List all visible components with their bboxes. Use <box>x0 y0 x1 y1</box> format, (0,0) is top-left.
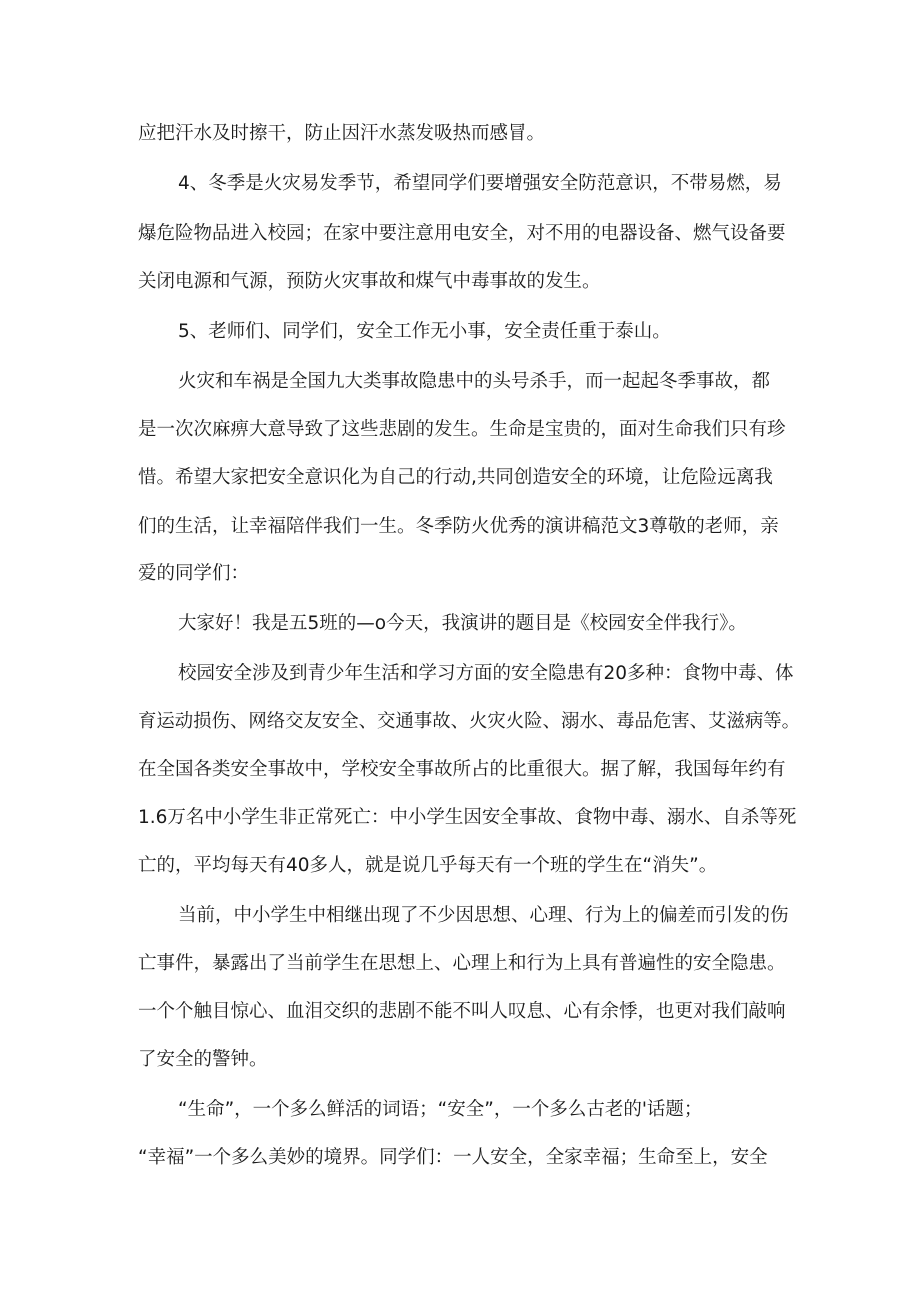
text-line: 们的生活，让幸福陪伴我们一生。冬季防火优秀的演讲稿范文3尊敬的老师，亲 <box>138 516 779 537</box>
text-line: 爱的同学们： <box>138 563 250 584</box>
text-line: 亡的，平均每天有40多人，就是说几乎每天有一个班的学生在“消失”。 <box>138 855 718 876</box>
text-line: 亡事件，暴露出了当前学生在思想上、心理上和行为上具有普遍性的安全隐患。 <box>138 953 786 974</box>
text-line: 应把汗水及时擦干，防止因汗水蒸发吸热而感冒。 <box>138 123 546 144</box>
text-line: 当前，中小学生中相继出现了不少因思想、心理、行为上的偏差而引发的伤 <box>178 905 789 926</box>
text-line: 惜。希望大家把安全意识化为自己的行动,共同创造安全的环境，让危险远离我 <box>138 467 773 488</box>
text-line: 爆危险物品进入校园；在家中要注意用电安全，对不用的电器设备、燃气设备要 <box>138 223 786 244</box>
text-line: 了安全的警钟。 <box>138 1049 268 1070</box>
text-line: 在全国各类安全事故中，学校安全事故所占的比重很大。据了解，我国每年约有 <box>138 759 786 780</box>
text-line: 关闭电源和气源，预防火灾事故和煤气中毒事故的发生。 <box>138 271 601 292</box>
text-line: 5、老师们、同学们，安全工作无小事，安全责任重于泰山。 <box>178 321 671 342</box>
text-line: 一个个触目惊心、血泪交织的悲剧不能不叫人叹息、心有余悸，也更对我们敲响 <box>138 1001 786 1022</box>
text-line: 是一次次麻痹大意导致了这些悲剧的发生。生命是宝贵的，面对生命我们只有珍 <box>138 419 786 440</box>
text-line: 1.6万名中小学生非正常死亡：中小学生因安全事故、食物中毒、溺水、自杀等死 <box>138 807 797 828</box>
text-line: 大家好！我是五5班的—o今天，我演讲的题目是《校园安全伴我行》。 <box>178 613 747 634</box>
text-line: “生命”，一个多么鲜活的词语；“安全”，一个多么古老的'话题； <box>178 1099 703 1120</box>
text-line: 育运动损伤、网络交友安全、交通事故、火灾火险、溺水、毒品危害、艾滋病等。 <box>138 711 801 732</box>
text-line: 火灾和车祸是全国九大类事故隐患中的头号杀手，而一起起冬季事故，都 <box>178 371 771 392</box>
text-line: 校园安全涉及到青少年生活和学习方面的安全隐患有20多种：食物中毒、体 <box>178 663 794 684</box>
text-line: “幸福”一个多么美妙的境界。同学们：一人安全，全家幸福；生命至上，安全 <box>138 1147 768 1168</box>
text-line: 4、冬季是火灾易发季节，希望同学们要增强安全防范意识，不带易燃，易 <box>178 173 782 194</box>
